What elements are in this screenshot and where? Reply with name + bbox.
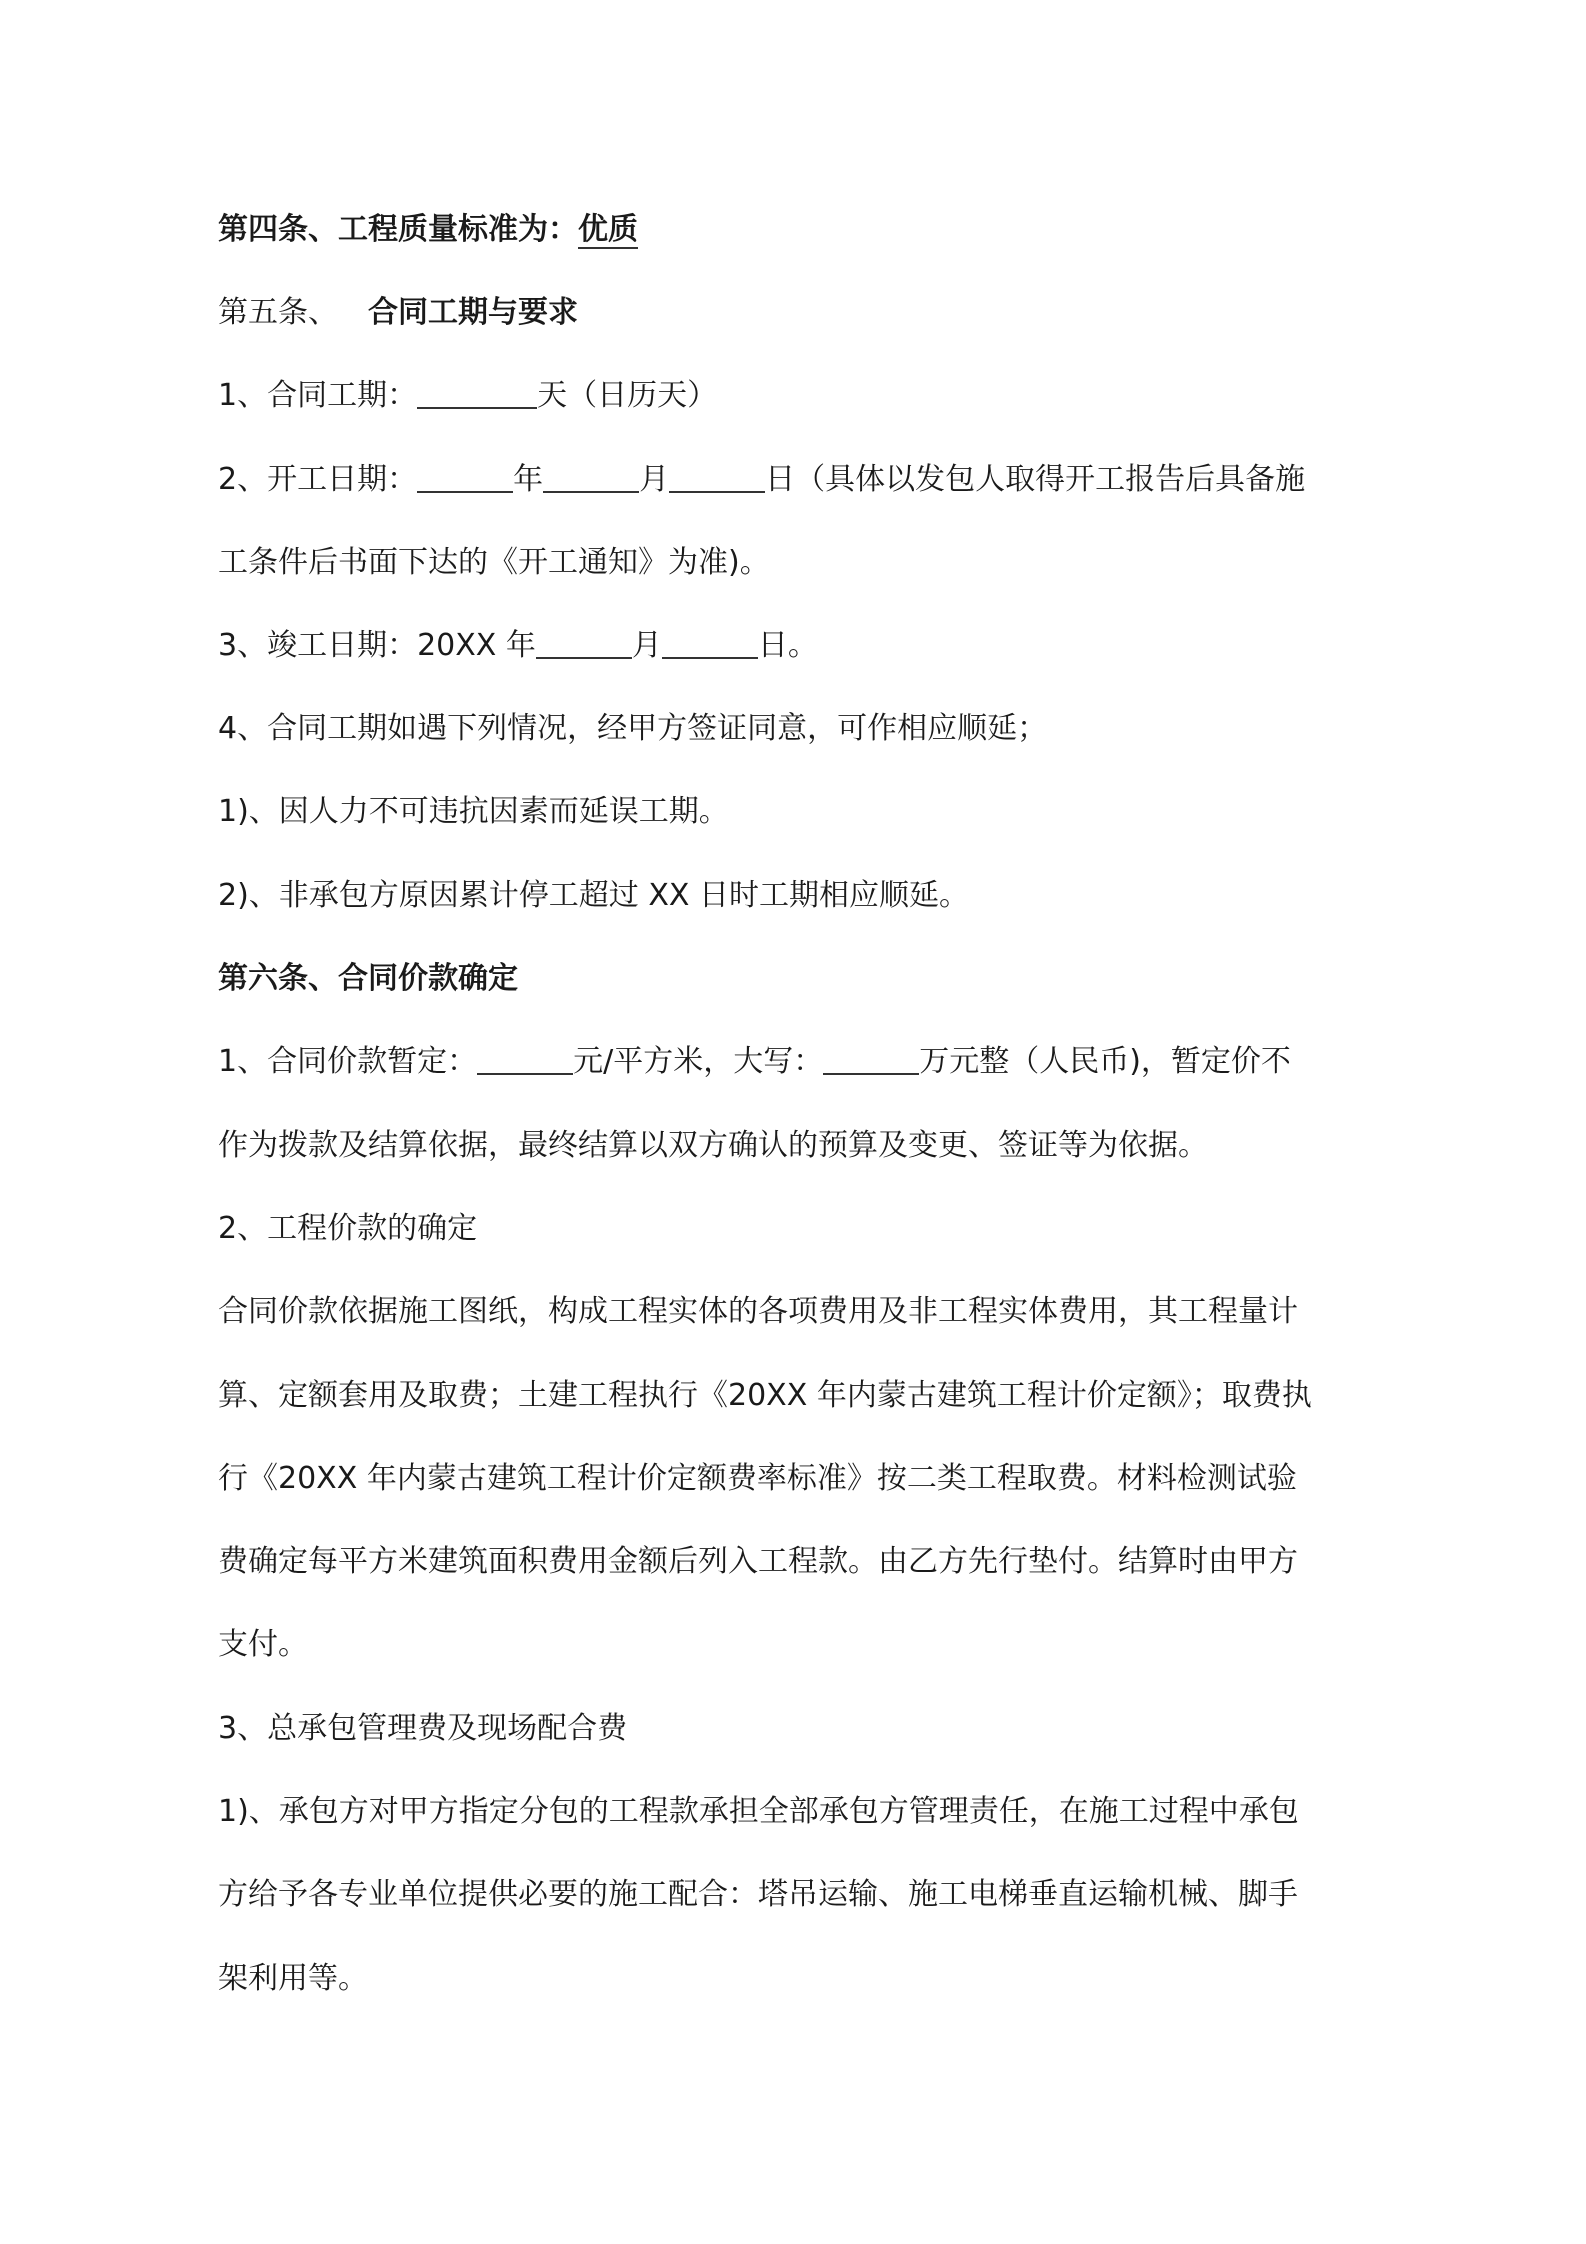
article-4-heading — [218, 210, 1388, 250]
month-label: 月 — [639, 462, 670, 497]
article-4-label: 第四条、工程质量标准为： — [218, 212, 578, 247]
day-label: 日。 — [757, 628, 818, 663]
start-date-label: 2、开工日期： — [218, 462, 418, 497]
price-determination-heading: 2、工程价款的确定 — [218, 1211, 478, 1246]
article-5-label: 第五条、 — [218, 295, 338, 330]
article-5-heading — [218, 293, 1388, 333]
start-date-line — [218, 460, 1388, 500]
contract-price-label: 1、合同价款暂定： — [218, 1044, 478, 1079]
article-6-heading: 第六条、合同价款确定 — [218, 961, 518, 996]
price-paragraph-line: 算、定额套用及取费；土建工程执行《20XX 年内蒙古建筑工程计价定额》；取费执 — [218, 1378, 1312, 1413]
start-date-continuation: 工条件后书面下达的《开工通知》为准)。 — [218, 545, 770, 580]
price-paragraph-line: 支付。 — [218, 1627, 308, 1662]
contract-duration-line — [218, 376, 1388, 416]
price-paragraph-line: 行《20XX 年内蒙古建筑工程计价定额费率标准》按二类工程取费。材料检测试验 — [218, 1461, 1297, 1496]
start-year-blank — [417, 461, 513, 493]
extension-clause: 4、合同工期如遇下列情况，经甲方签证同意，可作相应顺延； — [218, 711, 1048, 746]
start-date-note: 日（具体以发包人取得开工报告后具备施 — [765, 462, 1306, 497]
contract-price-line — [218, 1042, 1388, 1082]
completion-date-line — [218, 626, 1388, 666]
price-paragraph-line: 费确定每平方米建筑面积费用金额后列入工程款。由乙方先行垫付。结算时由甲方 — [218, 1544, 1298, 1579]
duration-blank — [417, 377, 537, 409]
capital-amount-label: 元/平方米，大写： — [573, 1044, 824, 1079]
management-paragraph-line: 方给予各专业单位提供必要的施工配合：塔吊运输、施工电梯垂直运输机械、脚手 — [218, 1877, 1298, 1912]
contract-duration-label: 1、合同工期： — [218, 378, 418, 413]
start-day-blank — [669, 461, 765, 493]
month-label: 月 — [631, 628, 662, 663]
completion-month-blank — [536, 627, 632, 659]
management-paragraph-line: 架利用等。 — [218, 1961, 368, 1996]
quality-standard-value: 优质 — [578, 212, 638, 247]
completion-day-blank — [662, 627, 758, 659]
extension-item-2: 2)、非承包方原因累计停工超过 XX 日时工期相应顺延。 — [218, 878, 969, 913]
contract-price-continuation: 作为拨款及结算依据，最终结算以双方确认的预算及变更、签证等为依据。 — [218, 1128, 1208, 1163]
duration-unit: 天（日历天） — [537, 378, 718, 413]
extension-item-1: 1)、因人力不可违抗因素而延误工期。 — [218, 794, 729, 829]
completion-date-label: 3、竣工日期：20XX 年 — [218, 628, 536, 663]
unit-price-blank — [477, 1043, 573, 1075]
management-paragraph-line: 1)、承包方对甲方指定分包的工程款承担全部承包方管理责任，在施工过程中承包 — [218, 1794, 1299, 1829]
price-paragraph-line: 合同价款依据施工图纸，构成工程实体的各项费用及非工程实体费用，其工程量计 — [218, 1294, 1298, 1329]
contract-price-note: 万元整（人民币)，暂定价不 — [919, 1044, 1291, 1079]
year-label: 年 — [513, 462, 544, 497]
capital-amount-blank — [823, 1043, 919, 1075]
start-month-blank — [543, 461, 639, 493]
management-fee-heading: 3、总承包管理费及现场配合费 — [218, 1711, 628, 1746]
article-5-title: 合同工期与要求 — [368, 295, 578, 330]
